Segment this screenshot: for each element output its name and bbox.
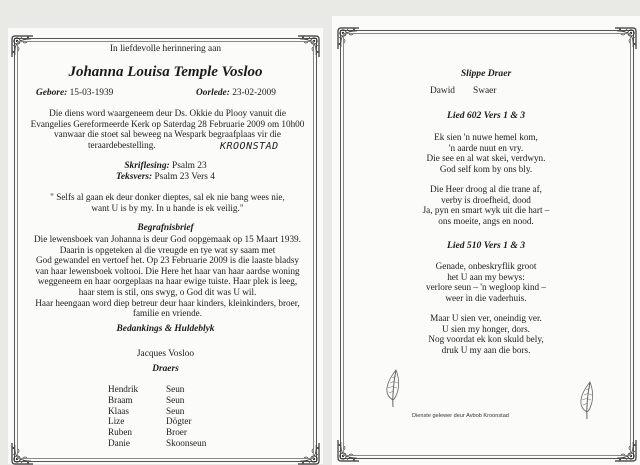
hymn-text (332, 261, 640, 365)
list-item: Klaas Seun (108, 405, 185, 416)
hymn-stanza: Ek sien 'n nuwe hemel kom, 'n aarde nuut en vry. Die see en al wat skei, verdwyn. God self kom by ons bly. (426, 132, 546, 174)
right-page (332, 16, 640, 465)
dedication-line: In liefdevolle herinnering aan (8, 44, 323, 54)
feather-icon (382, 366, 404, 408)
list-item: Danie Skoonseun (108, 437, 207, 448)
corner-ornament-icon (335, 25, 361, 51)
pallbearer-entry: Dawid Swaer (430, 86, 497, 96)
pallbearer-heading: Slippe Draer (460, 68, 512, 79)
service-details: Die diens word waargeneem deur Ds. Okkie du Plooy vanuit die Evangelies Gereformeerde Kerk op Saterdag 28 Februarie 2009 om 10h00 vanwaar die stoet sal beweeg na Wespark begraafplaas vir die teraardebestelling. (30, 108, 305, 150)
corner-ornament-icon (296, 441, 322, 465)
hymn-heading: Lied 510 Vers 1 & 3 (446, 240, 526, 251)
deceased-name: Johanna Louisa Temple Vosloo (68, 64, 263, 80)
thanks-name: Jacques Vosloo (136, 349, 195, 359)
obituary-heading: Begrafnisbrief (137, 223, 194, 233)
bearers-heading: Draers (152, 364, 179, 374)
funeral-service-credit: Dienste gelewer deur Avbob Kroonstad (412, 413, 509, 419)
feather-icon (576, 378, 598, 420)
list-item: Ruben Broer (108, 427, 187, 438)
hymn-stanza: Genade, onbeskryflik groot het U aan my bewys: verlore seun – 'n wegloop kind – weer in die vaderhuis. (425, 261, 547, 303)
list-item: Hendrik Seun (108, 384, 185, 394)
left-page (8, 28, 323, 464)
corner-ornament-icon (9, 441, 35, 465)
hymn-text (332, 132, 640, 236)
scripture-reading: Skriflesing: Psalm 23 Teksvers: Psalm 23 Vers 4 (116, 161, 215, 182)
hymn-heading: Lied 602 Vers 1 & 3 (446, 110, 526, 121)
list-item: Braam Seun (108, 394, 185, 405)
corner-ornament-icon (335, 438, 361, 464)
hymn-stanza: Die Heer droog al die trane af, verby is droefheid, dood Ja, pyn en smart wyk uit die hart – ons moeite, angs en nood. (422, 183, 550, 226)
death-date: Oorlede: 23-02-2009 (196, 88, 276, 98)
birth-date: Gebore: 15-03-1939 (36, 88, 114, 98)
hymn-stanza: Maar U sien ver, oneindig ver. U sien my honger, dors. Nog voordat ek kon skuld bely, druk U my aan die bors. (428, 312, 544, 355)
handwritten-note: KROONSTAD (220, 141, 279, 152)
corner-ornament-icon (613, 25, 639, 51)
list-item: Lize Dögter (108, 416, 192, 427)
bearers-list (108, 384, 268, 449)
obituary-text: Die lewensboek van Johanna is deur God oopgemaak op 15 Maart 1939. Daarin is opgeteken al die vreugde en tye wat sy saam met God gewandel en vertoef het. Op 23 Februarie 2009 is die laaste bladsy van haar lewensboek voltooi. Die Here het haar van haar aardse woning weggeneem en haar oorgeplaas na haar ewige tuiste. Haar plek is leeg, haar stem is stil, ons swyg, o God dit was U wil. Haar heengaan word diep betreur deur haar kinders, kleinkinders, broer, familie en vriende. (34, 234, 301, 319)
corner-ornament-icon (613, 438, 639, 464)
thanks-heading: Bedankings & Huldeblyk (116, 324, 215, 334)
scripture-quote: " Selfs al gaan ek deur donker dieptes, sal ek nie bang wees nie, want U is by my. In u hande is ek veilig." (50, 192, 285, 213)
